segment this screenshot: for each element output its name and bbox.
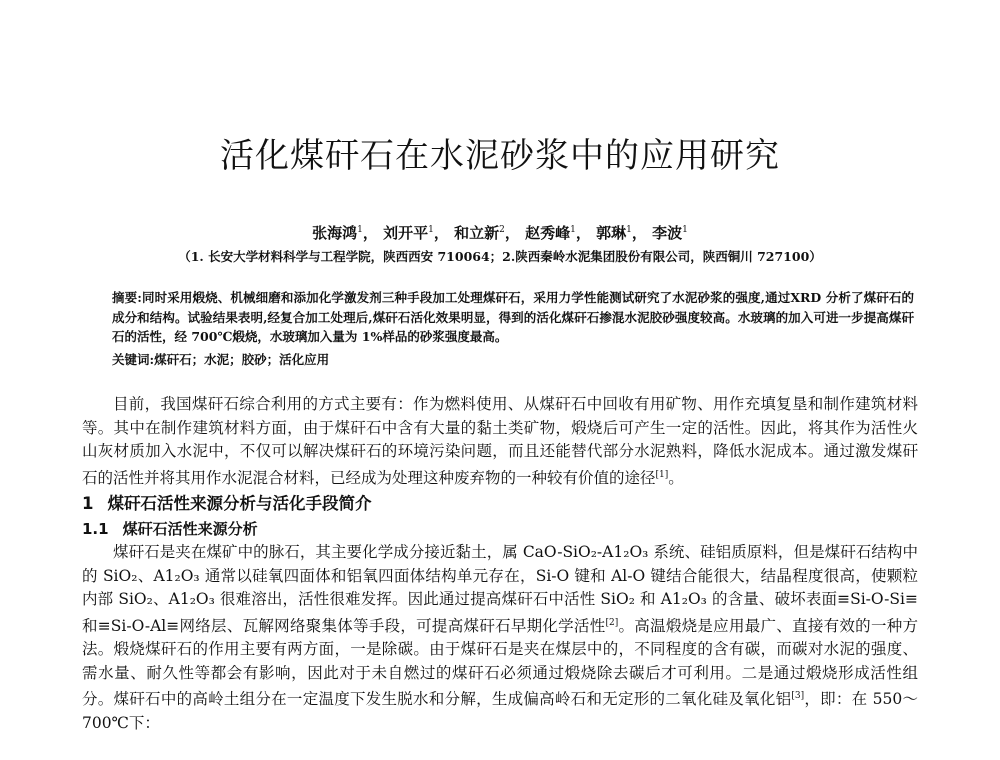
author-name: 李波 (652, 224, 683, 242)
author-name: 赵秀峰 (525, 224, 571, 242)
paper-title: 活化煤矸石在水泥砂浆中的应用研究 (220, 136, 780, 176)
author-name: 和立新 (454, 224, 500, 242)
keywords: 关键词:煤矸石；水泥；胶砂；活化应用 (112, 352, 330, 367)
author-affiliation-mark: 1 (570, 225, 576, 235)
subsection-number: 1.1 (82, 520, 109, 539)
affiliation-line: （1. 长安大学材料科学与工程学院，陕西西安 710064；2.陕西秦岭水泥集团股份有限公司，陕西铜川 727100） (178, 249, 822, 264)
paragraph-text: 煤矸石是夹在煤矿中的脉石，其主要化学成分接近黏土，属 CaO-SiO₂-A1₂O₃ 系统、硅铝质原料，但是煤矸石结构中的 SiO₂、A1₂O₃ 通常以硅氧四面体和铝氧四面体结构单元存在，Si-O 键和 Al-O 键结合能很大，结晶程度很高，使颗粒内部 SiO₂、A1₂O₃ 很难溶出，活性很难发挥。因此通过提高煤矸石中活性 SiO₂ 和 A1₂O₃ 的含量、破坏表面≡Si-O-Si≡和≡Si-O-Al≡网络层、瓦解网络聚集体等手段，可提高煤矸石早期化学活性 (82, 543, 918, 635)
abstract: 摘要:同时采用煅烧、机械细磨和添加化学激发剂三种手段加工处理煤矸石，采用力学性能测试研究了水泥砂浆的强度,通过XRD 分析了煤矸石的成分和结构。试验结果表明,经复合加工处理后,煤矸石活化效果明显，得到的活化煤矸石掺混水泥胶砂强度较高。水玻璃的加入可进一步提高煤矸石的活性，经 700℃煅烧，水玻璃加入量为 1%样品的砂浆强度最高。 (112, 290, 914, 344)
paragraph-text: ，即：在 550～700℃下： (82, 690, 918, 732)
author-name: 郭琳 (596, 224, 627, 242)
author-affiliation-mark: 2 (499, 225, 505, 235)
subsection-heading (82, 517, 918, 541)
body-text (82, 393, 918, 735)
citation-ref: [2] (605, 617, 619, 628)
citation-ref: [3] (791, 691, 805, 702)
citation-ref: [1] (655, 469, 669, 480)
paragraph-text: 。高温煅烧是应用最广、直接有效的一种方法。煅烧煤矸石的作用主要有两方面，一是除碳。由于煤矸石是夹在煤层中的，不同程度的含有碳，而碳对水泥的强度、需水量、耐久性等都会有影响，因此对于未自燃过的煤矸石必须通过煅烧除去碳后才可利用。二是通过煅烧形成活性组分。煤矸石中的高岭土组分在一定温度下发生脱水和分解，生成偏高岭石和无定形的二氧化硅及氧化铝 (82, 616, 918, 709)
author-name: 张海鸿 (312, 224, 358, 242)
section-title: 煤矸石活性来源分析与活化手段简介 (107, 494, 372, 514)
author-list: 张海鸿$^1$， 刘开平$^1$， 和立新$^2$， 赵秀峰$^1$， 郭琳$^1$， 李波$^1$ (312, 224, 688, 242)
intro-end: 。 (668, 468, 684, 487)
author-affiliation-mark: 1 (357, 225, 363, 235)
intro-paragraph (82, 393, 918, 490)
author-affiliation-mark: 1 (626, 225, 632, 235)
subsection-title: 煤矸石活性来源分析 (122, 520, 258, 539)
section-heading (82, 490, 918, 517)
body-paragraph (82, 541, 918, 735)
author-name: 刘开平 (383, 224, 429, 242)
author-affiliation-mark: 1 (428, 225, 434, 235)
author-affiliation-mark: 1 (682, 225, 688, 235)
section-number: 1 (82, 494, 94, 514)
intro-text: 目前，我国煤矸石综合利用的方式主要有：作为燃料使用、从煤矸石中回收有用矿物、用作充填复垦和制作建筑材料等。其中在制作建筑材料方面，由于煤矸石中含有大量的黏土类矿物，煅烧后可产生一定的活性。因此，将其作为活性火山灰材质加入水泥中，不仅可以解决煤矸石的环境污染问题，而且还能替代部分水泥熟料，降低水泥成本。通过激发煤矸石的活性并将其用作水泥混合材料，已经成为处理这种废弃物的一种较有价值的途径 (82, 395, 918, 487)
